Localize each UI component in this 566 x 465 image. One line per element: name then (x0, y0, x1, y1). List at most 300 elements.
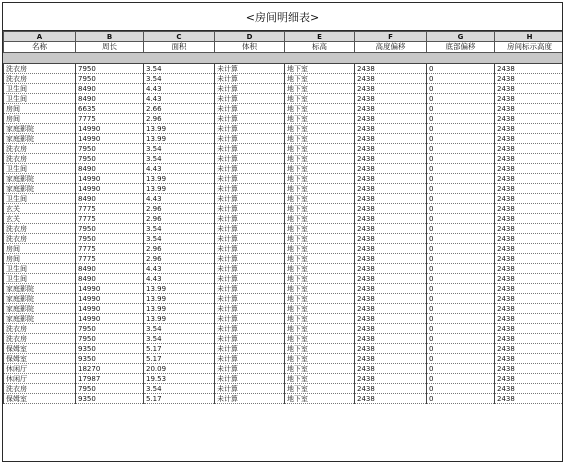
table-cell[interactable]: 2438 (355, 214, 427, 224)
table-cell[interactable]: 13.99 (144, 314, 215, 324)
column-letter[interactable]: A (4, 32, 76, 42)
table-cell[interactable]: 未计算 (215, 394, 285, 404)
table-row[interactable] (4, 104, 564, 114)
table-cell[interactable]: 洗衣房 (4, 74, 76, 84)
table-cell[interactable]: 2438 (355, 74, 427, 84)
table-cell[interactable]: 洗衣房 (4, 234, 76, 244)
table-cell[interactable]: 未计算 (215, 134, 285, 144)
table-cell[interactable]: 13.99 (144, 124, 215, 134)
table-cell[interactable]: 家庭影院 (4, 284, 76, 294)
table-cell[interactable]: 2.66 (144, 104, 215, 114)
table-cell[interactable]: 未计算 (215, 244, 285, 254)
table-cell[interactable]: 7775 (76, 204, 144, 214)
table-cell[interactable]: 13.99 (144, 184, 215, 194)
table-row[interactable] (4, 334, 564, 344)
table-cell[interactable]: 未计算 (215, 194, 285, 204)
table-cell[interactable]: 保姆室 (4, 354, 76, 364)
table-cell[interactable]: 家庭影院 (4, 294, 76, 304)
table-cell[interactable]: 9350 (76, 394, 144, 404)
table-cell[interactable]: 地下室 (285, 84, 355, 94)
table-cell[interactable]: 14990 (76, 124, 144, 134)
table-cell[interactable]: 0 (427, 134, 495, 144)
table-cell[interactable]: 4.43 (144, 84, 215, 94)
table-cell[interactable]: 洗衣房 (4, 324, 76, 334)
table-cell[interactable]: 2438 (495, 364, 564, 374)
table-cell[interactable]: 地下室 (285, 154, 355, 164)
column-header[interactable]: 底部偏移 (427, 42, 495, 53)
table-cell[interactable]: 2438 (495, 314, 564, 324)
table-row[interactable] (4, 144, 564, 154)
table-cell[interactable]: 玄关 (4, 204, 76, 214)
table-cell[interactable]: 2438 (495, 274, 564, 284)
table-cell[interactable]: 2438 (355, 284, 427, 294)
table-cell[interactable]: 地下室 (285, 354, 355, 364)
table-cell[interactable]: 洗衣房 (4, 144, 76, 154)
table-row[interactable] (4, 294, 564, 304)
table-cell[interactable]: 2438 (355, 264, 427, 274)
table-cell[interactable]: 地下室 (285, 244, 355, 254)
table-cell[interactable]: 未计算 (215, 114, 285, 124)
table-cell[interactable]: 未计算 (215, 154, 285, 164)
table-row[interactable] (4, 314, 564, 324)
table-cell[interactable]: 地下室 (285, 224, 355, 234)
table-cell[interactable]: 8490 (76, 94, 144, 104)
table-cell[interactable]: 2438 (495, 324, 564, 334)
table-cell[interactable]: 卫生间 (4, 274, 76, 284)
table-cell[interactable]: 4.43 (144, 274, 215, 284)
table-cell[interactable]: 3.54 (144, 64, 215, 74)
table-cell[interactable]: 2438 (355, 364, 427, 374)
table-cell[interactable]: 2438 (355, 164, 427, 174)
table-cell[interactable]: 2438 (495, 154, 564, 164)
table-cell[interactable]: 3.54 (144, 334, 215, 344)
table-cell[interactable]: 0 (427, 274, 495, 284)
table-cell[interactable]: 2438 (355, 154, 427, 164)
table-row[interactable] (4, 274, 564, 284)
table-cell[interactable]: 2438 (495, 184, 564, 194)
table-row[interactable] (4, 374, 564, 384)
table-row[interactable] (4, 364, 564, 374)
table-row[interactable] (4, 254, 564, 264)
table-cell[interactable]: 14990 (76, 174, 144, 184)
table-cell[interactable]: 未计算 (215, 334, 285, 344)
table-cell[interactable]: 地下室 (285, 314, 355, 324)
table-cell[interactable]: 未计算 (215, 274, 285, 284)
table-row[interactable] (4, 124, 564, 134)
table-cell[interactable]: 地下室 (285, 124, 355, 134)
table-cell[interactable]: 7775 (76, 114, 144, 124)
table-cell[interactable]: 未计算 (215, 184, 285, 194)
table-cell[interactable]: 未计算 (215, 84, 285, 94)
table-cell[interactable]: 房间 (4, 254, 76, 264)
table-cell[interactable]: 13.99 (144, 284, 215, 294)
table-cell[interactable]: 2438 (495, 284, 564, 294)
table-cell[interactable]: 2438 (355, 394, 427, 404)
table-row[interactable] (4, 224, 564, 234)
table-row[interactable] (4, 384, 564, 394)
table-cell[interactable]: 14990 (76, 294, 144, 304)
table-cell[interactable]: 地下室 (285, 94, 355, 104)
table-cell[interactable]: 0 (427, 154, 495, 164)
column-header[interactable]: 面积 (144, 42, 215, 53)
table-row[interactable] (4, 324, 564, 334)
table-cell[interactable]: 地下室 (285, 234, 355, 244)
table-cell[interactable]: 0 (427, 144, 495, 154)
table-cell[interactable]: 0 (427, 244, 495, 254)
table-cell[interactable]: 0 (427, 164, 495, 174)
table-cell[interactable]: 地下室 (285, 284, 355, 294)
table-cell[interactable]: 2438 (495, 264, 564, 274)
table-cell[interactable]: 18270 (76, 364, 144, 374)
table-cell[interactable]: 洗衣房 (4, 384, 76, 394)
table-cell[interactable]: 7950 (76, 324, 144, 334)
table-cell[interactable]: 8490 (76, 194, 144, 204)
table-cell[interactable]: 14990 (76, 134, 144, 144)
table-cell[interactable]: 地下室 (285, 254, 355, 264)
table-cell[interactable]: 未计算 (215, 214, 285, 224)
table-cell[interactable]: 2438 (355, 134, 427, 144)
table-cell[interactable]: 未计算 (215, 224, 285, 234)
table-cell[interactable]: 2438 (355, 384, 427, 394)
table-cell[interactable]: 2438 (355, 234, 427, 244)
table-cell[interactable]: 未计算 (215, 234, 285, 244)
table-cell[interactable]: 2438 (355, 124, 427, 134)
table-cell[interactable]: 家庭影院 (4, 124, 76, 134)
table-cell[interactable]: 2438 (355, 174, 427, 184)
table-cell[interactable]: 4.43 (144, 94, 215, 104)
table-cell[interactable]: 7950 (76, 334, 144, 344)
column-header[interactable]: 高度偏移 (355, 42, 427, 53)
table-cell[interactable]: 地下室 (285, 74, 355, 84)
table-cell[interactable]: 未计算 (215, 94, 285, 104)
table-cell[interactable]: 洗衣房 (4, 224, 76, 234)
table-cell[interactable]: 家庭影院 (4, 134, 76, 144)
table-cell[interactable]: 未计算 (215, 364, 285, 374)
table-cell[interactable]: 洗衣房 (4, 154, 76, 164)
table-cell[interactable]: 未计算 (215, 264, 285, 274)
table-row[interactable] (4, 394, 564, 404)
table-cell[interactable]: 2438 (495, 164, 564, 174)
table-cell[interactable]: 2438 (495, 374, 564, 384)
table-cell[interactable]: 7775 (76, 254, 144, 264)
table-cell[interactable]: 未计算 (215, 124, 285, 134)
table-cell[interactable]: 0 (427, 184, 495, 194)
table-cell[interactable]: 2438 (495, 194, 564, 204)
table-cell[interactable]: 未计算 (215, 384, 285, 394)
table-cell[interactable]: 8490 (76, 274, 144, 284)
table-cell[interactable]: 0 (427, 384, 495, 394)
table-cell[interactable]: 20.09 (144, 364, 215, 374)
table-cell[interactable]: 未计算 (215, 374, 285, 384)
table-row[interactable] (4, 154, 564, 164)
table-cell[interactable]: 保姆室 (4, 344, 76, 354)
table-row[interactable] (4, 184, 564, 194)
table-cell[interactable]: 4.43 (144, 264, 215, 274)
table-cell[interactable]: 6635 (76, 104, 144, 114)
table-cell[interactable]: 房间 (4, 104, 76, 114)
table-cell[interactable]: 未计算 (215, 144, 285, 154)
table-cell[interactable]: 3.54 (144, 324, 215, 334)
table-cell[interactable]: 0 (427, 264, 495, 274)
table-cell[interactable]: 5.17 (144, 354, 215, 364)
column-header[interactable]: 周长 (76, 42, 144, 53)
table-cell[interactable]: 0 (427, 334, 495, 344)
table-cell[interactable]: 未计算 (215, 164, 285, 174)
table-cell[interactable]: 2438 (355, 304, 427, 314)
table-cell[interactable]: 7950 (76, 144, 144, 154)
table-cell[interactable]: 2438 (355, 64, 427, 74)
table-cell[interactable]: 房间 (4, 114, 76, 124)
table-cell[interactable]: 0 (427, 324, 495, 334)
table-cell[interactable]: 13.99 (144, 304, 215, 314)
table-cell[interactable]: 0 (427, 114, 495, 124)
table-cell[interactable]: 0 (427, 354, 495, 364)
table-cell[interactable]: 未计算 (215, 254, 285, 264)
table-row[interactable] (4, 354, 564, 364)
table-cell[interactable]: 7950 (76, 224, 144, 234)
table-cell[interactable]: 5.17 (144, 344, 215, 354)
table-cell[interactable]: 2.96 (144, 114, 215, 124)
table-cell[interactable]: 0 (427, 214, 495, 224)
table-cell[interactable]: 2438 (495, 174, 564, 184)
table-cell[interactable]: 2438 (495, 74, 564, 84)
table-cell[interactable]: 0 (427, 104, 495, 114)
table-cell[interactable]: 地下室 (285, 114, 355, 124)
table-cell[interactable]: 未计算 (215, 354, 285, 364)
table-cell[interactable]: 7950 (76, 64, 144, 74)
table-cell[interactable]: 3.54 (144, 234, 215, 244)
table-cell[interactable]: 地下室 (285, 344, 355, 354)
table-cell[interactable]: 2438 (355, 94, 427, 104)
table-cell[interactable]: 未计算 (215, 344, 285, 354)
table-cell[interactable]: 0 (427, 294, 495, 304)
table-cell[interactable]: 2438 (355, 84, 427, 94)
table-row[interactable] (4, 264, 564, 274)
column-header[interactable]: 体积 (215, 42, 285, 53)
table-cell[interactable]: 地下室 (285, 374, 355, 384)
table-cell[interactable]: 家庭影院 (4, 314, 76, 324)
table-row[interactable] (4, 174, 564, 184)
table-cell[interactable]: 卫生间 (4, 84, 76, 94)
table-cell[interactable]: 7950 (76, 74, 144, 84)
table-cell[interactable]: 0 (427, 394, 495, 404)
table-cell[interactable]: 未计算 (215, 294, 285, 304)
table-cell[interactable]: 2438 (355, 274, 427, 284)
table-cell[interactable]: 7950 (76, 384, 144, 394)
table-cell[interactable]: 8490 (76, 84, 144, 94)
table-cell[interactable]: 地下室 (285, 334, 355, 344)
table-cell[interactable]: 2438 (355, 374, 427, 384)
table-cell[interactable]: 0 (427, 124, 495, 134)
table-cell[interactable]: 0 (427, 74, 495, 84)
table-cell[interactable]: 2438 (495, 94, 564, 104)
table-cell[interactable]: 2438 (495, 344, 564, 354)
table-cell[interactable]: 2438 (495, 224, 564, 234)
table-cell[interactable]: 休闲厅 (4, 364, 76, 374)
table-cell[interactable]: 家庭影院 (4, 304, 76, 314)
table-row[interactable] (4, 64, 564, 74)
table-cell[interactable]: 2438 (495, 104, 564, 114)
table-cell[interactable]: 洗衣房 (4, 64, 76, 74)
table-cell[interactable]: 地下室 (285, 384, 355, 394)
table-cell[interactable]: 3.54 (144, 224, 215, 234)
table-cell[interactable]: 9350 (76, 354, 144, 364)
table-cell[interactable]: 2438 (355, 184, 427, 194)
table-cell[interactable]: 2438 (355, 314, 427, 324)
table-cell[interactable]: 未计算 (215, 64, 285, 74)
table-cell[interactable]: 5.17 (144, 394, 215, 404)
table-cell[interactable]: 地下室 (285, 214, 355, 224)
table-cell[interactable]: 地下室 (285, 184, 355, 194)
column-letter[interactable]: H (495, 32, 564, 42)
table-cell[interactable]: 2438 (495, 214, 564, 224)
table-cell[interactable]: 未计算 (215, 74, 285, 84)
column-letter[interactable]: E (285, 32, 355, 42)
table-cell[interactable]: 2438 (495, 234, 564, 244)
table-cell[interactable]: 2438 (495, 134, 564, 144)
table-cell[interactable]: 地下室 (285, 134, 355, 144)
table-cell[interactable]: 家庭影院 (4, 174, 76, 184)
table-row[interactable] (4, 234, 564, 244)
table-cell[interactable]: 地下室 (285, 394, 355, 404)
table-row[interactable] (4, 344, 564, 354)
table-cell[interactable]: 0 (427, 224, 495, 234)
table-cell[interactable]: 2438 (495, 384, 564, 394)
table-cell[interactable]: 地下室 (285, 164, 355, 174)
table-cell[interactable]: 地下室 (285, 194, 355, 204)
table-cell[interactable]: 卫生间 (4, 264, 76, 274)
table-cell[interactable]: 2438 (355, 104, 427, 114)
table-cell[interactable]: 7775 (76, 214, 144, 224)
table-cell[interactable]: 未计算 (215, 304, 285, 314)
table-cell[interactable]: 2438 (355, 254, 427, 264)
table-row[interactable] (4, 164, 564, 174)
table-row[interactable] (4, 134, 564, 144)
column-letter[interactable]: B (76, 32, 144, 42)
table-cell[interactable]: 2438 (495, 294, 564, 304)
table-row[interactable] (4, 284, 564, 294)
table-cell[interactable]: 0 (427, 304, 495, 314)
table-cell[interactable]: 2438 (495, 124, 564, 134)
table-cell[interactable]: 14990 (76, 314, 144, 324)
table-cell[interactable]: 7775 (76, 244, 144, 254)
table-cell[interactable]: 7950 (76, 154, 144, 164)
table-cell[interactable]: 未计算 (215, 104, 285, 114)
table-cell[interactable]: 地下室 (285, 304, 355, 314)
table-cell[interactable]: 2438 (495, 334, 564, 344)
table-cell[interactable]: 14990 (76, 304, 144, 314)
table-cell[interactable]: 13.99 (144, 134, 215, 144)
table-cell[interactable]: 2438 (355, 224, 427, 234)
table-cell[interactable]: 4.43 (144, 164, 215, 174)
table-cell[interactable]: 3.54 (144, 144, 215, 154)
table-cell[interactable]: 卫生间 (4, 94, 76, 104)
table-cell[interactable]: 2438 (355, 244, 427, 254)
table-cell[interactable]: 0 (427, 84, 495, 94)
table-cell[interactable]: 家庭影院 (4, 184, 76, 194)
table-cell[interactable]: 未计算 (215, 284, 285, 294)
table-cell[interactable]: 2438 (495, 204, 564, 214)
table-cell[interactable]: 地下室 (285, 174, 355, 184)
table-cell[interactable]: 2438 (355, 114, 427, 124)
table-cell[interactable]: 2438 (355, 334, 427, 344)
table-cell[interactable]: 2438 (355, 324, 427, 334)
table-cell[interactable]: 卫生间 (4, 164, 76, 174)
table-row[interactable] (4, 114, 564, 124)
table-cell[interactable]: 14990 (76, 284, 144, 294)
table-row[interactable] (4, 204, 564, 214)
table-cell[interactable]: 地下室 (285, 324, 355, 334)
table-cell[interactable]: 2438 (495, 144, 564, 154)
table-cell[interactable]: 2438 (495, 254, 564, 264)
column-header[interactable]: 名称 (4, 42, 76, 53)
table-cell[interactable]: 地下室 (285, 104, 355, 114)
table-cell[interactable]: 2438 (495, 304, 564, 314)
table-cell[interactable]: 0 (427, 204, 495, 214)
table-cell[interactable]: 0 (427, 174, 495, 184)
table-cell[interactable]: 未计算 (215, 324, 285, 334)
column-letter[interactable]: C (144, 32, 215, 42)
table-cell[interactable]: 2438 (495, 84, 564, 94)
table-cell[interactable]: 2438 (355, 144, 427, 154)
table-cell[interactable]: 0 (427, 284, 495, 294)
table-cell[interactable]: 0 (427, 364, 495, 374)
table-cell[interactable]: 2438 (495, 114, 564, 124)
table-cell[interactable]: 玄关 (4, 214, 76, 224)
column-letter[interactable]: F (355, 32, 427, 42)
table-cell[interactable]: 卫生间 (4, 194, 76, 204)
column-letter[interactable]: D (215, 32, 285, 42)
table-cell[interactable]: 休闲厅 (4, 374, 76, 384)
table-cell[interactable]: 0 (427, 94, 495, 104)
table-cell[interactable]: 地下室 (285, 364, 355, 374)
column-header[interactable]: 房间标示高度 (495, 42, 564, 53)
table-cell[interactable]: 0 (427, 374, 495, 384)
table-cell[interactable]: 4.43 (144, 194, 215, 204)
table-cell[interactable]: 0 (427, 254, 495, 264)
table-cell[interactable]: 8490 (76, 164, 144, 174)
table-row[interactable] (4, 304, 564, 314)
table-cell[interactable]: 地下室 (285, 204, 355, 214)
table-cell[interactable]: 2438 (495, 394, 564, 404)
table-cell[interactable]: 2438 (495, 244, 564, 254)
table-cell[interactable]: 2438 (355, 354, 427, 364)
table-row[interactable] (4, 74, 564, 84)
table-cell[interactable]: 房间 (4, 244, 76, 254)
table-cell[interactable]: 地下室 (285, 264, 355, 274)
table-cell[interactable]: 洗衣房 (4, 334, 76, 344)
table-cell[interactable]: 0 (427, 64, 495, 74)
table-cell[interactable]: 2.96 (144, 244, 215, 254)
table-cell[interactable]: 3.54 (144, 154, 215, 164)
table-row[interactable] (4, 214, 564, 224)
table-cell[interactable]: 0 (427, 344, 495, 354)
table-cell[interactable]: 未计算 (215, 204, 285, 214)
table-cell[interactable]: 保姆室 (4, 394, 76, 404)
table-cell[interactable]: 2.96 (144, 204, 215, 214)
table-cell[interactable]: 2438 (355, 204, 427, 214)
table-cell[interactable]: 未计算 (215, 314, 285, 324)
table-row[interactable] (4, 84, 564, 94)
table-cell[interactable]: 13.99 (144, 294, 215, 304)
table-cell[interactable]: 2438 (495, 354, 564, 364)
table-cell[interactable]: 3.54 (144, 384, 215, 394)
table-cell[interactable]: 未计算 (215, 174, 285, 184)
table-cell[interactable]: 2.96 (144, 214, 215, 224)
table-cell[interactable]: 9350 (76, 344, 144, 354)
table-row[interactable] (4, 244, 564, 254)
table-cell[interactable]: 0 (427, 194, 495, 204)
